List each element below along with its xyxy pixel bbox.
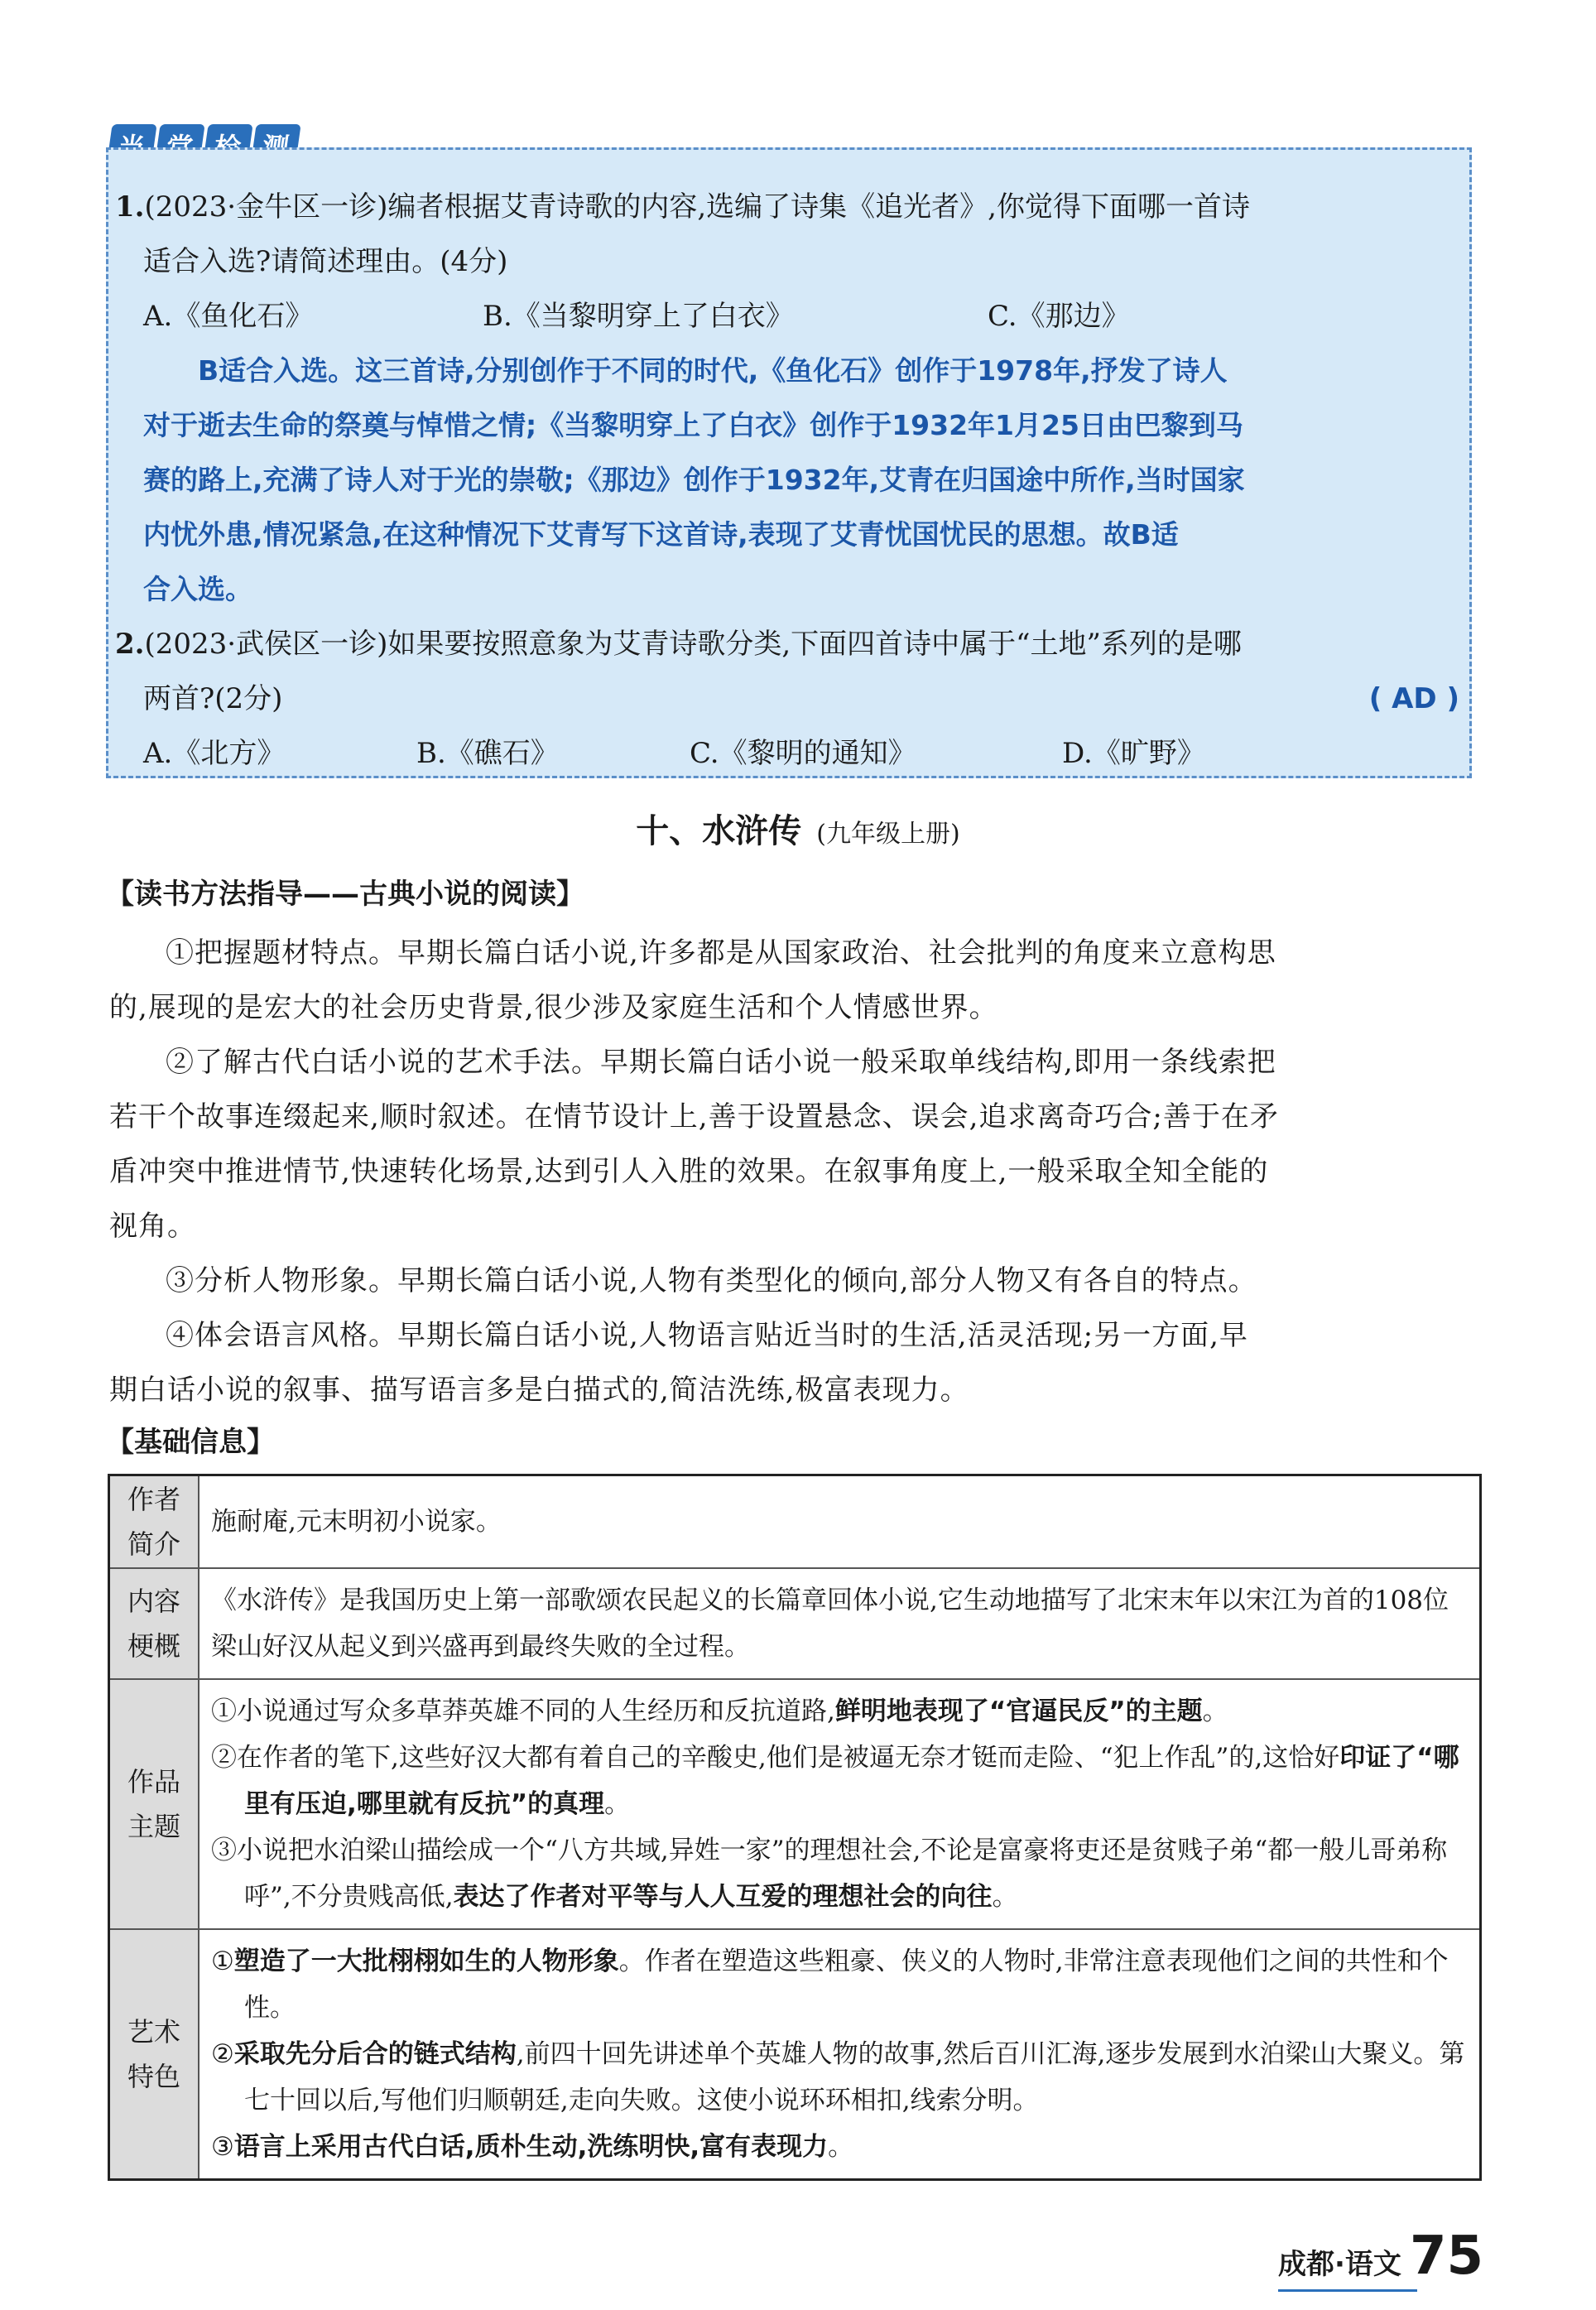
guide-line: ②了解古代白话小说的艺术手法。早期长篇白话小说一般采取单线结构,即用一条线索把	[166, 1046, 1276, 1079]
q2-option-b: B.《礁石》	[416, 737, 559, 770]
page-footer	[1278, 2226, 1483, 2287]
q1-option-b: B.《当黎明穿上了白衣》	[483, 300, 794, 333]
q1-option-c: C.《那边》	[988, 300, 1130, 333]
footer-source: 成都·语文	[1278, 2248, 1401, 2281]
art-text	[199, 1929, 1481, 2180]
guide-line: ①把握题材特点。早期长篇白话小说,许多都是从国家政治、社会批判的角度来立意构思	[166, 936, 1276, 970]
basic-info-table	[108, 1474, 1482, 2181]
table-row	[109, 1568, 1481, 1679]
guide-line: ④体会语言风格。早期长篇白话小说,人物语言贴近当时的生活,活灵活现;另一方面,早	[166, 1319, 1248, 1352]
row-label: 作者 简介	[109, 1475, 200, 1569]
guide-line: 盾冲突中推进情节,快速转化场景,达到引人入胜的效果。在叙事角度上,一般采取全知全能的	[109, 1155, 1269, 1188]
page-number: 75	[1409, 2226, 1483, 2287]
q1-answer	[115, 344, 1463, 617]
q1-stem-line1: 1.(2023·金牛区一诊)编者根据艾青诗歌的内容,选编了诗集《追光者》,你觉得下面哪一首诗	[115, 190, 1250, 224]
author-text: 施耐庵,元末明初小说家。	[199, 1475, 1481, 1569]
section-subtitle: (九年级上册)	[816, 820, 960, 849]
answer-line: 内忧外患,情况紧急,在这种情况下艾青写下这首诗,表现了艾青忧国忧民的思想。故B适	[143, 518, 1179, 551]
reading-guide	[109, 926, 1475, 1417]
q2-options	[115, 726, 1463, 781]
theme-item: ①小说通过写众多草莽英雄不同的人生经历和反抗道路,鲜明地表现了“官逼民反”的主题。	[211, 1696, 1228, 1726]
guide-line: 的,展现的是宏大的社会历史背景,很少涉及家庭生活和个人情感世界。	[109, 991, 998, 1024]
basic-info-heading: 【基础信息】	[106, 1426, 275, 1459]
theme-text	[199, 1679, 1481, 1929]
row-label: 作品 主题	[109, 1679, 200, 1929]
q1-number: 1.	[115, 190, 145, 224]
q2-stem-line2: 两首?(2分) ( AD )	[115, 671, 1463, 726]
guide-line: 若干个故事连缀起来,顺时叙述。在情节设计上,善于设置悬念、误会,追求离奇巧合;善于在矛	[109, 1100, 1279, 1133]
table-row	[109, 1679, 1481, 1929]
answer-line: 赛的路上,充满了诗人对于光的崇敬;《那边》创作于1932年,艾青在归国途中所作,当时国家	[143, 464, 1245, 496]
q2-option-d: D.《旷野》	[1062, 737, 1205, 770]
summary-text: 《水浒传》是我国历史上第一部歌颂农民起义的长篇章回体小说,它生动地描写了北宋末年以宋江为首的108位梁山好汉从起义到兴盛再到最终失败的全过程。	[199, 1568, 1481, 1679]
q2-option-c: C.《黎明的通知》	[690, 737, 916, 770]
section-title: 十、水浒传 (九年级上册)	[636, 812, 960, 850]
guide-line: 期白话小说的叙事、描写语言多是白描式的,简洁洗练,极富表现力。	[109, 1374, 969, 1407]
row-label: 内容 梗概	[109, 1568, 200, 1679]
theme-item: ③小说把水泊梁山描绘成一个“八方共域,异姓一家”的理想社会,不论是富豪将吏还是贫贱子弟“都一般儿哥弟称呼”,不分贵贱高低,表达了作者对平等与人人互爱的理想社会的向往。	[211, 1836, 1448, 1912]
art-item: ②采取先分后合的链式结构,前四十回先讲述单个英雄人物的故事,然后百川汇海,逐步发展到水泊梁山大聚义。第七十回以后,写他们归顺朝廷,走向失败。这使小说环环相扣,线索分明。	[211, 2039, 1465, 2115]
q2-stem-line1: 2.(2023·武侯区一诊)如果要按照意象为艾青诗歌分类,下面四首诗中属于“土地”系列的是哪	[115, 628, 1242, 661]
table-row	[109, 1929, 1481, 2180]
guide-line: ③分析人物形象。早期长篇白话小说,人物有类型化的倾向,部分人物又有各自的特点。	[166, 1264, 1257, 1297]
answer-line: 对于逝去生命的祭奠与悼惜之情;《当黎明穿上了白衣》创作于1932年1月25日由巴黎到马	[143, 409, 1243, 441]
check-box	[106, 147, 1472, 778]
guide-heading: 【读书方法指导——古典小说的阅读】	[106, 878, 584, 911]
q1-options	[115, 289, 1463, 344]
q2-option-a: A.《北方》	[143, 737, 286, 770]
footer-underline	[1278, 2289, 1417, 2292]
q2-answer: ( AD )	[1368, 682, 1459, 715]
table-row	[109, 1475, 1481, 1569]
theme-item: ②在作者的笔下,这些好汉大都有着自己的辛酸史,他们是被逼无奈才铤而走险、“犯上作乱”的,这恰好印证了“哪里有压迫,哪里就有反抗”的真理。	[211, 1743, 1459, 1819]
art-item: ③语言上采用古代白话,质朴生动,洗练明快,富有表现力。	[211, 2132, 854, 2162]
q1-stem-line2: 适合入选?请简述理由。(4分)	[143, 245, 508, 278]
answer-line: 合入选。	[143, 573, 252, 605]
art-item: ①塑造了一大批栩栩如生的人物形象。作者在塑造这些粗豪、侠义的人物时,非常注意表现他们之间的共性和个性。	[211, 1947, 1449, 2023]
q2-number: 2.	[115, 628, 145, 661]
guide-line: 视角。	[109, 1210, 196, 1243]
row-label: 艺术 特色	[109, 1929, 200, 2180]
answer-line: B适合入选。这三首诗,分别创作于不同的时代,《鱼化石》创作于1978年,抒发了诗人	[198, 354, 1228, 387]
q1-option-a: A.《鱼化石》	[143, 300, 314, 333]
